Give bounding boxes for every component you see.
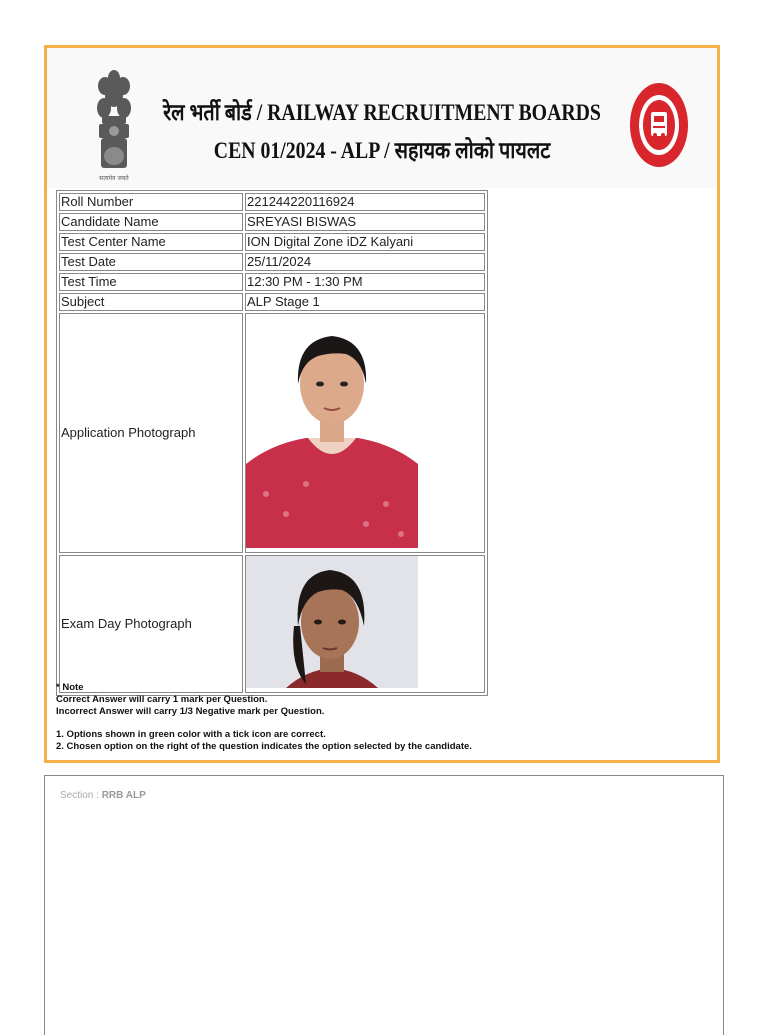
- indian-railways-logo-icon: [627, 80, 691, 170]
- note-point: 1. Options shown in green color with a tick icon are correct.: [56, 729, 326, 740]
- application-photograph: [246, 314, 418, 548]
- table-row: [59, 313, 485, 553]
- section-prefix: Section :: [60, 790, 99, 801]
- note-line: Correct Answer will carry 1 mark per Question.: [56, 694, 268, 705]
- test-center-label: Test Center Name: [59, 233, 243, 251]
- roll-number-label: Roll Number: [59, 193, 243, 211]
- table-row: [59, 233, 485, 251]
- table-row: [59, 555, 485, 693]
- table-row: [59, 193, 485, 211]
- section-label: [60, 790, 146, 801]
- exam-day-photo-label: Exam Day Photograph: [59, 555, 243, 693]
- exam-note: [56, 682, 696, 753]
- table-row: [59, 213, 485, 231]
- section-name: RRB ALP: [101, 790, 146, 801]
- subject-value: ALP Stage 1: [245, 293, 485, 311]
- note-heading: * Note: [56, 682, 84, 693]
- test-time-value: 12:30 PM - 1:30 PM: [245, 273, 485, 291]
- emblem-caption: सत्यमेव जयते: [99, 175, 129, 182]
- exam-day-photo-cell: [245, 555, 485, 693]
- header-banner: [47, 48, 717, 188]
- candidate-name-label: Candidate Name: [59, 213, 243, 231]
- table-row: [59, 253, 485, 271]
- application-photo-label: Application Photograph: [59, 313, 243, 553]
- roll-number-value: 221244220116924: [245, 193, 485, 211]
- table-row: [59, 293, 485, 311]
- note-point: 2. Chosen option on the right of the question indicates the option selected by the candidate.: [56, 741, 472, 752]
- section-panel: [44, 775, 724, 1035]
- test-date-value: 25/11/2024: [245, 253, 485, 271]
- scorecard-card: [44, 45, 720, 763]
- application-photo-cell: [245, 313, 485, 553]
- exam-day-photograph: [246, 556, 418, 688]
- candidate-name-value: SREYASI BISWAS: [245, 213, 485, 231]
- candidate-details-table: [56, 190, 488, 696]
- exam-title: CEN 01/2024 - ALP / सहायक लोको पायलट: [213, 138, 551, 163]
- note-line: Incorrect Answer will carry 1/3 Negative mark per Question.: [56, 706, 325, 717]
- board-title: रेल भर्ती बोर्ड / RAILWAY RECRUITMENT BOARDS: [163, 100, 601, 125]
- subject-label: Subject: [59, 293, 243, 311]
- test-time-label: Test Time: [59, 273, 243, 291]
- table-row: [59, 273, 485, 291]
- test-date-label: Test Date: [59, 253, 243, 271]
- test-center-value: ION Digital Zone iDZ Kalyani: [245, 233, 485, 251]
